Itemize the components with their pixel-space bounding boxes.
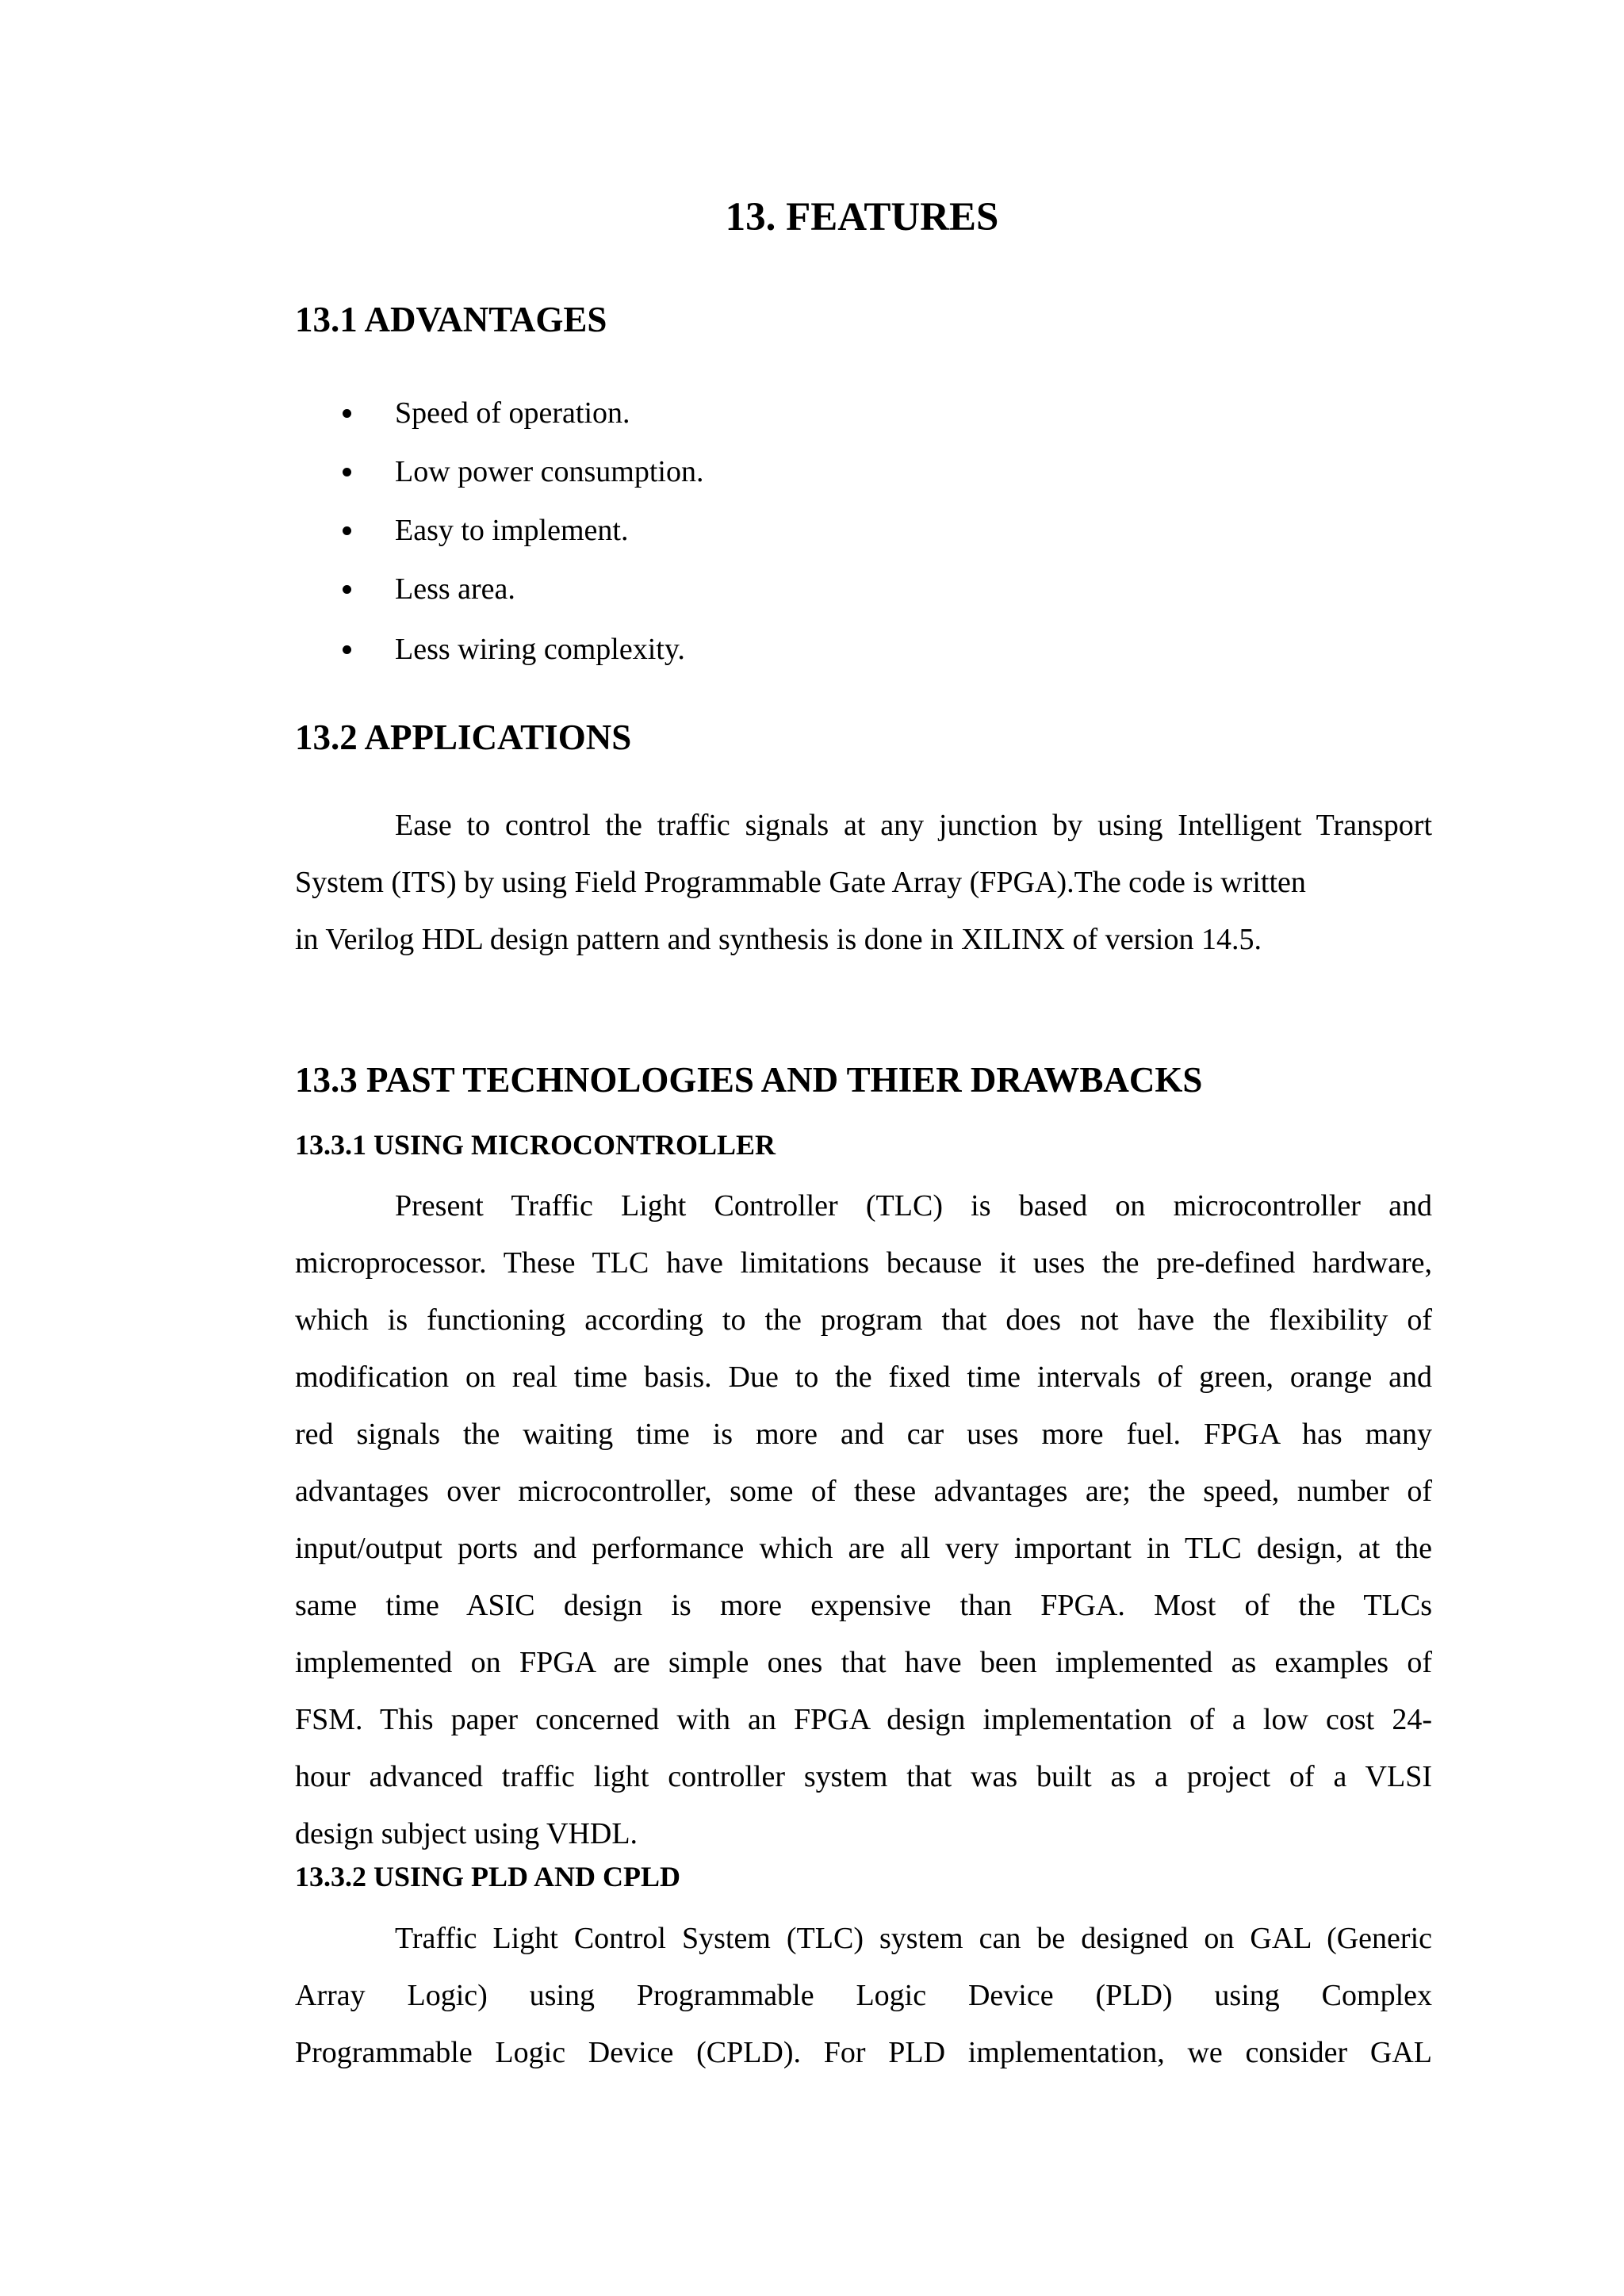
pld-line: Array Logic) using Programmable Logic Device (PLD) using Complex — [295, 1979, 1432, 2012]
applications-line: Ease to control the traffic signals at any junction by using Intelligent Transport — [395, 809, 1432, 842]
microcontroller-heading: 13.3.1 USING MICROCONTROLLER — [295, 1129, 776, 1161]
applications-line: System (ITS) by using Field Programmable Gate Array (FPGA).The code is written — [295, 866, 1306, 899]
pld-line: Traffic Light Control System (TLC) system can be designed on GAL (Generic — [395, 1922, 1432, 1955]
bullet-icon — [343, 645, 351, 654]
list-item-text: Less area. — [395, 572, 515, 606]
microcontroller-line: which is functioning according to the program that does not have the flexibility of — [295, 1303, 1432, 1337]
applications-heading: 13.2 APPLICATIONS — [295, 718, 632, 757]
advantages-heading: 13.1 ADVANTAGES — [295, 300, 607, 339]
list-item-text: Low power consumption. — [395, 455, 704, 488]
microcontroller-line: design subject using VHDL. — [295, 1817, 638, 1850]
pld-heading: 13.3.2 USING PLD AND CPLD — [295, 1861, 681, 1892]
microcontroller-line: advantages over microcontroller, some of these advantages are; the speed, number of — [295, 1475, 1432, 1508]
list-item-text: Easy to implement. — [395, 514, 629, 547]
microcontroller-line: red signals the waiting time is more and car uses more fuel. FPGA has many — [295, 1418, 1432, 1451]
chapter-title: 13. FEATURES — [725, 195, 999, 239]
microcontroller-line: FSM. This paper concerned with an FPGA design implementation of a low cost 24- — [295, 1703, 1432, 1736]
applications-line: in Verilog HDL design pattern and synthesis is done in XILINX of version 14.5. — [295, 923, 1262, 956]
microcontroller-line: modification on real time basis. Due to the fixed time intervals of green, orange and — [295, 1360, 1432, 1394]
microcontroller-line: microprocessor. These TLC have limitations because it uses the pre-defined hardware, — [295, 1246, 1432, 1280]
microcontroller-line: hour advanced traffic light controller system that was built as a project of a VLSI — [295, 1760, 1432, 1793]
microcontroller-line: Present Traffic Light Controller (TLC) is based on microcontroller and — [395, 1189, 1432, 1223]
list-item-text: Speed of operation. — [395, 396, 630, 430]
bullet-icon — [343, 409, 351, 418]
microcontroller-line: same time ASIC design is more expensive than FPGA. Most of the TLCs — [295, 1589, 1432, 1622]
pld-line: Programmable Logic Device (CPLD). For PLD implementation, we consider GAL — [295, 2036, 1432, 2069]
microcontroller-line: input/output ports and performance which are all very important in TLC design, at the — [295, 1532, 1432, 1565]
bullet-icon — [343, 585, 351, 594]
bullet-icon — [343, 468, 351, 476]
bullet-icon — [343, 526, 351, 535]
past-tech-heading: 13.3 PAST TECHNOLOGIES AND THIER DRAWBACKS — [295, 1060, 1203, 1100]
microcontroller-line: implemented on FPGA are simple ones that have been implemented as examples of — [295, 1646, 1432, 1679]
list-item-text: Less wiring complexity. — [395, 633, 685, 666]
